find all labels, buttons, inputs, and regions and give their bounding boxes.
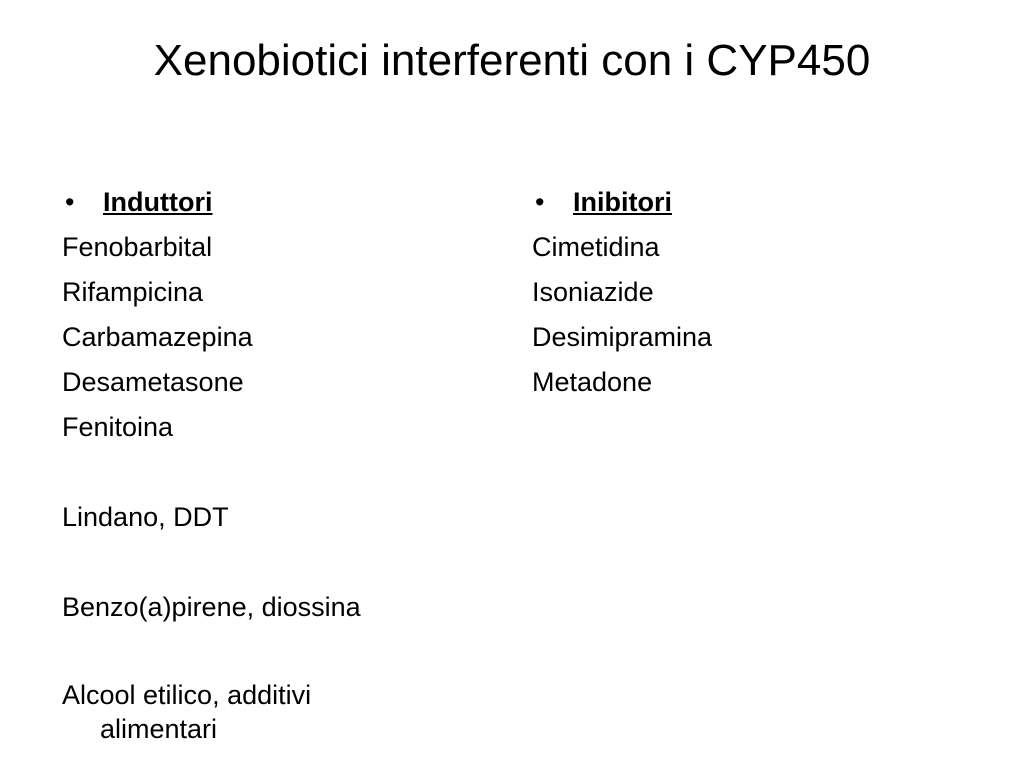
inhibitor-item: Isoniazide [532,277,654,307]
inhibitors-column [532,180,962,405]
bullet-icon: • [535,187,545,217]
inducer-item: Benzo(a)pirene, diossina [62,592,361,622]
inhibitors-heading: Inibitori [573,187,672,217]
inducers-heading-line [62,180,492,225]
inducer-item: Desametasone [62,367,244,397]
inducers-heading: Induttori [103,187,213,217]
inducer-item: Rifampicina [62,277,204,307]
inhibitor-item: Cimetidina [532,232,660,262]
slide-title: Xenobiotici interferenti con i CYP450 [153,36,871,85]
inhibitor-item: Metadone [532,367,653,397]
bullet-icon: • [65,187,75,217]
inhibitor-item: Desimipramina [532,322,713,352]
inducer-item: Fenobarbital [62,232,213,262]
inducer-item: Lindano, DDT [62,502,229,532]
inhibitors-heading-line [532,180,962,225]
inducers-column [62,180,492,746]
inducer-item: Fenitoina [62,412,174,442]
inducer-item: Alcool etilico, additivi alimentari [62,680,312,744]
inducer-item: Carbamazepina [62,322,253,352]
